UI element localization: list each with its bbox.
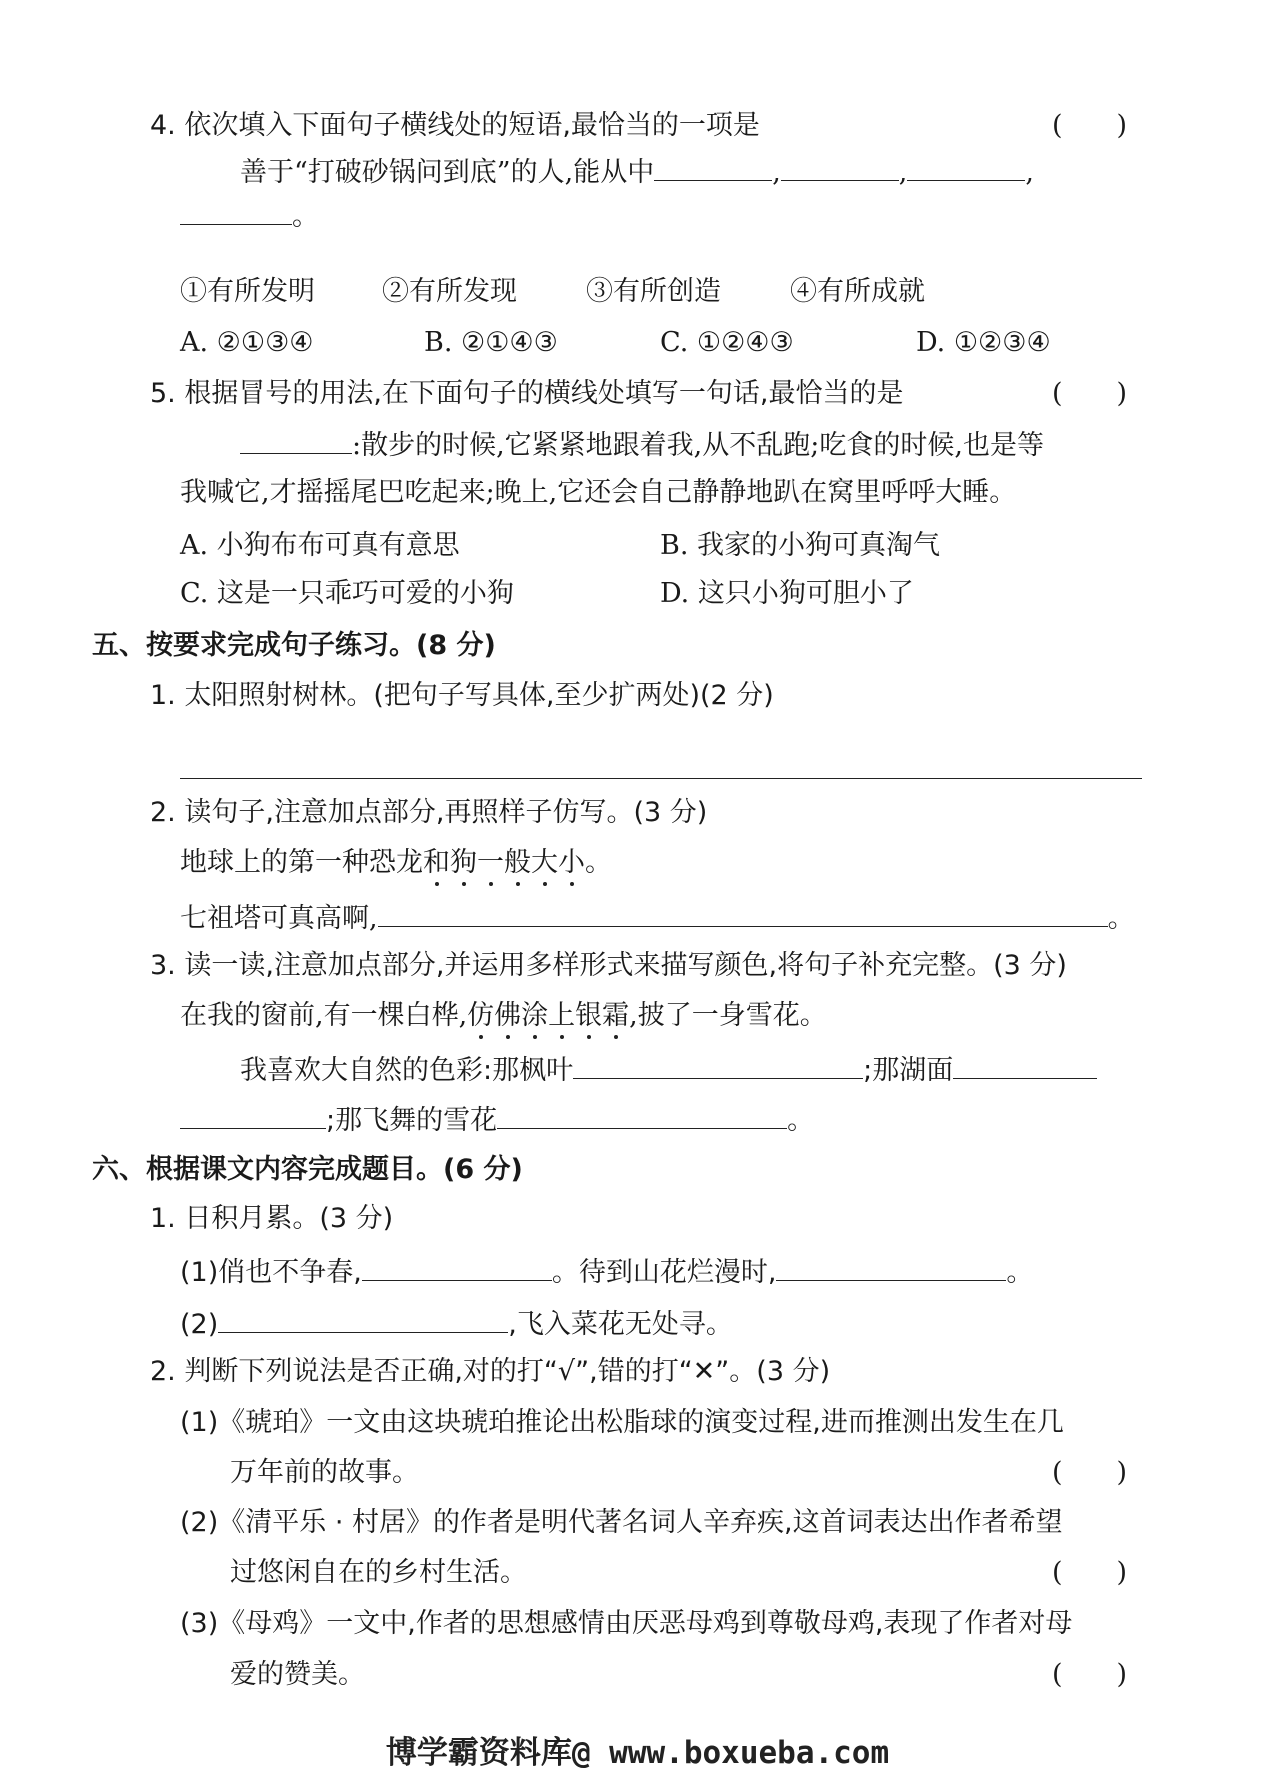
- s6-q1-1-b: 。待到山花烂漫时,: [551, 1257, 777, 1288]
- q4-blank-4[interactable]: [180, 194, 292, 225]
- s6-q1-1-blank-1[interactable]: [362, 1250, 552, 1281]
- q5-option-d[interactable]: D. 这只小狗可胆小了: [660, 578, 914, 609]
- dotted-char: 一: [477, 847, 504, 878]
- s5-q3-line-2: [180, 1098, 814, 1141]
- s6-q2-item-1-paren[interactable]: ( ): [1052, 1457, 1128, 1488]
- q4-stem: 4. 依次填入下面句子横线处的短语,最恰当的一项是: [150, 110, 760, 141]
- dotted-char: 仿: [467, 1000, 495, 1031]
- s5-q3-blank-4[interactable]: [497, 1098, 787, 1129]
- q4-option-b[interactable]: B. ②①④③: [424, 327, 558, 358]
- period: 。: [585, 847, 612, 878]
- s5-q3-stem: 3. 读一读,注意加点部分,并运用多样形式来描写颜色,将句子补充完整。(3 分): [150, 950, 1067, 981]
- q4-blank-2[interactable]: [781, 150, 899, 181]
- s6-q1-stem: 1. 日积月累。(3 分): [150, 1203, 394, 1234]
- s6-q2-item-3-paren[interactable]: ( ): [1052, 1659, 1128, 1690]
- q5-option-c[interactable]: C. 这是一只乖巧可爱的小狗: [180, 578, 514, 609]
- q4-item-3: ③有所创造: [586, 276, 721, 307]
- s6-q1-2-blank[interactable]: [218, 1302, 508, 1333]
- s6-q1-1-blank-2[interactable]: [776, 1250, 1006, 1281]
- dotted-char: 狗: [450, 847, 477, 878]
- q5-blank[interactable]: [240, 423, 352, 454]
- s6-q1-2: [180, 1302, 733, 1345]
- q5-line-2: 我喊它,才摇摇尾巴吃起来;晚上,它还会自己静静地趴在窝里呼呼大睡。: [180, 477, 1017, 508]
- s6-q1-2-b: ,飞入菜花无处寻。: [508, 1309, 733, 1340]
- q5-line-1-text: :散步的时候,它紧紧地跟着我,从不乱跑;吃食的时候,也是等: [352, 430, 1044, 461]
- q4-item-1: ①有所发明: [180, 276, 315, 307]
- s5-q2-example-pre: 地球上的第一种恐龙: [180, 847, 423, 878]
- section-5-title: 五、按要求完成句子练习。(8 分): [92, 630, 496, 661]
- s5-q3-snow: ;那飞舞的雪花: [326, 1105, 498, 1136]
- dotted-char: 小: [558, 847, 585, 878]
- period: 。: [1006, 1257, 1034, 1288]
- s6-q2-item-1-line-1: (1)《琥珀》一文由这块琥珀推论出松脂球的演变过程,进而推测出发生在几: [180, 1407, 1064, 1438]
- s5-q2-example: [180, 843, 612, 883]
- dotted-char: 和: [423, 847, 450, 878]
- q4-sentence-cont: [180, 194, 319, 237]
- s5-q3-blank-1[interactable]: [573, 1048, 863, 1079]
- s5-q1-stem: 1. 太阳照射树林。(把句子写具体,至少扩两处)(2 分): [150, 680, 774, 711]
- q4-sentence-start: 善于“打破砂锅问到底”的人,能从中: [240, 157, 655, 188]
- q4-blank-3[interactable]: [907, 150, 1025, 181]
- dotted-char: 霜: [602, 1000, 630, 1031]
- comma: ,: [1025, 157, 1034, 188]
- comma: ,: [898, 157, 908, 188]
- dotted-char: 上: [548, 1000, 576, 1031]
- s5-q2-prompt-text: 七祖塔可真高啊,: [180, 903, 378, 934]
- period: 。: [787, 1105, 815, 1136]
- s5-q3-blank-2[interactable]: [953, 1048, 1097, 1079]
- dotted-char: 大: [531, 847, 558, 878]
- s6-q2-stem: 2. 判断下列说法是否正确,对的打“√”,错的打“✕”。(3 分): [150, 1356, 831, 1387]
- dotted-char: 般: [504, 847, 531, 878]
- s6-q2-item-3-line-2: 爱的赞美。: [230, 1659, 365, 1690]
- s5-q3-example-post: ,披了一身雪花。: [629, 1000, 827, 1031]
- s6-q2-item-1-line-2: 万年前的故事。: [230, 1457, 419, 1488]
- dotted-char: 佛: [494, 1000, 522, 1031]
- period: 。: [292, 201, 319, 232]
- q5-answer-paren[interactable]: ( ): [1052, 378, 1128, 409]
- s6-q2-item-3-line-1: (3)《母鸡》一文中,作者的思想感情由厌恶母鸡到尊敬母鸡,表现了作者对母: [180, 1608, 1073, 1639]
- q4-sentence: [240, 150, 1034, 193]
- s6-q1-1: [180, 1250, 1033, 1293]
- dotted-char: 涂: [521, 1000, 549, 1031]
- s6-q2-item-2-paren[interactable]: ( ): [1052, 1557, 1128, 1588]
- watermark: 博学霸资料库@ www.boxueba.com: [385, 1735, 890, 1771]
- comma: ,: [772, 157, 781, 188]
- s5-q3-blank-3[interactable]: [180, 1098, 326, 1129]
- q4-answer-paren[interactable]: ( ): [1052, 110, 1128, 141]
- q4-item-2: ②有所发现: [382, 276, 517, 307]
- q4-option-d[interactable]: D. ①②③④: [916, 327, 1051, 358]
- s5-q1-answer-line[interactable]: [180, 778, 1142, 779]
- q5-option-a[interactable]: A. 小狗布布可真有意思: [180, 530, 460, 561]
- dotted-char: 银: [575, 1000, 603, 1031]
- q5-line-1: [240, 423, 1044, 466]
- s6-q2-item-2-line-1: (2)《清平乐 · 村居》的作者是明代著名词人辛弃疾,这首词表达出作者希望: [180, 1507, 1063, 1538]
- q4-item-4: ④有所成就: [790, 276, 925, 307]
- s5-q3-line-1: [240, 1048, 1097, 1091]
- q5-stem: 5. 根据冒号的用法,在下面句子的横线处填写一句话,最恰当的是: [150, 378, 904, 409]
- q5-option-b[interactable]: B. 我家的小狗可真淘气: [660, 530, 941, 561]
- s5-q2-stem: 2. 读句子,注意加点部分,再照样子仿写。(3 分): [150, 797, 708, 828]
- s5-q2-prompt: [180, 896, 1135, 939]
- q4-blank-1[interactable]: [654, 150, 772, 181]
- s6-q1-1-a: (1)俏也不争春,: [180, 1257, 362, 1288]
- q4-option-a[interactable]: A. ②①③④: [180, 327, 314, 358]
- s6-q1-2-a: (2): [180, 1309, 219, 1340]
- s5-q3-example-pre: 在我的窗前,有一棵白桦,: [180, 1000, 468, 1031]
- s5-q3-lake: ;那湖面: [863, 1055, 954, 1086]
- q4-option-c[interactable]: C. ①②④③: [660, 327, 794, 358]
- s5-q3-example: [180, 996, 827, 1036]
- s5-q3-maple: 我喜欢大自然的色彩:那枫叶: [240, 1055, 574, 1086]
- s5-q2-blank[interactable]: [378, 896, 1108, 927]
- section-6-title: 六、根据课文内容完成题目。(6 分): [92, 1154, 523, 1185]
- period: 。: [1107, 903, 1135, 934]
- s6-q2-item-2-line-2: 过悠闲自在的乡村生活。: [230, 1557, 527, 1588]
